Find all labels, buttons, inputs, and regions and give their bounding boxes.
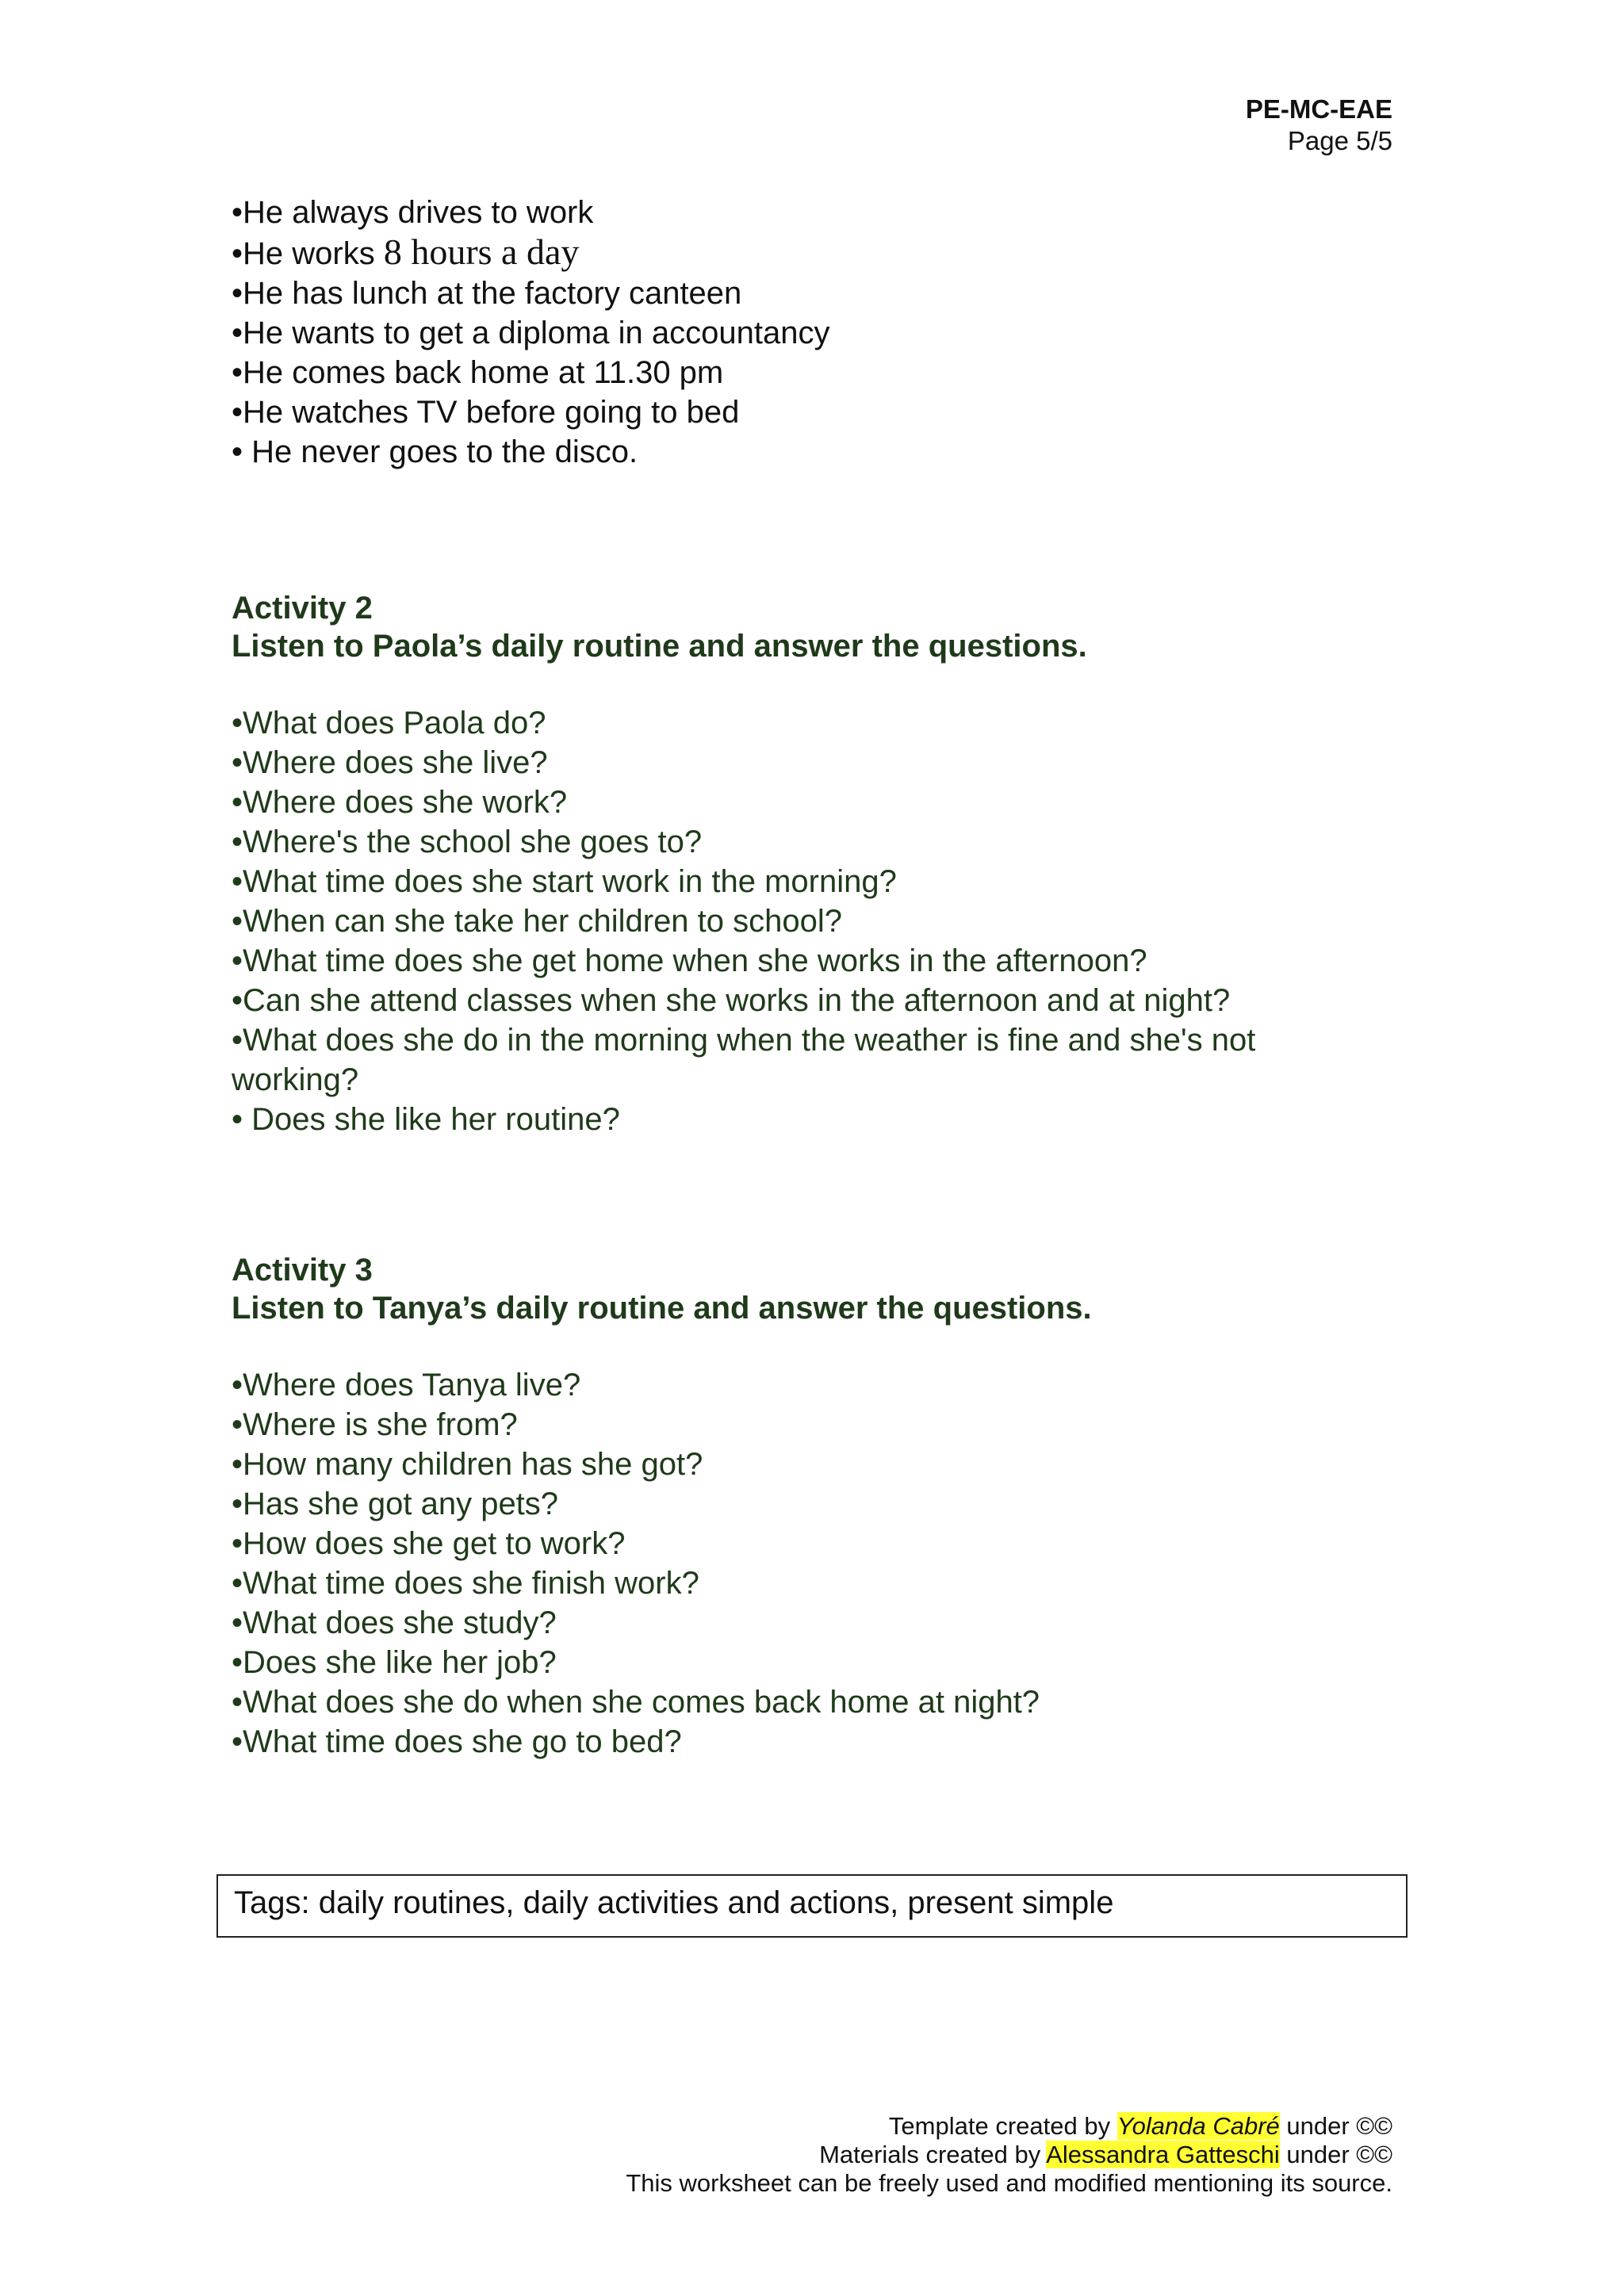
bullet: • — [232, 1447, 243, 1482]
list-item: •He has lunch at the factory canteen — [232, 276, 742, 311]
tags-box — [216, 1874, 1408, 1938]
activity3-heading — [232, 1251, 1092, 1327]
usage-note: This worksheet can be freely used and modified mentioning its source. — [626, 2169, 1392, 2197]
bullet: • — [232, 904, 243, 939]
list-item: •Where does Tanya live? — [232, 1368, 581, 1402]
list-item: •Where's the school she goes to? — [232, 825, 703, 859]
list-item: • He never goes to the disco. — [232, 434, 638, 469]
activity-instruction: Listen to Paola’s daily routine and answer the questions. — [232, 629, 1087, 664]
bullet: • — [232, 195, 243, 230]
materials-author-highlight: Alessandra Gatteschi — [1046, 2141, 1280, 2168]
bullet: • — [232, 745, 243, 780]
bullet: • — [232, 943, 243, 978]
bullet: • — [232, 276, 243, 311]
bullet: • — [232, 864, 243, 899]
list-item: •What time does she start work in the morning? — [232, 864, 897, 899]
activity-title: Activity 3 — [232, 1253, 373, 1288]
document-code: PE-MC-EAE — [1245, 94, 1392, 124]
bullet: • — [232, 1023, 243, 1058]
activity1-statements — [232, 193, 1358, 472]
credits-footer — [626, 2112, 1392, 2198]
bullet: • — [232, 316, 243, 350]
template-author-highlight: Yolanda Cabré — [1116, 2112, 1280, 2140]
tags-text: Tags: daily routines, daily activities and actions, present simple — [234, 1885, 1114, 1920]
list-item: •What does she do when she comes back home at night? — [232, 1685, 1040, 1720]
list-item: • Does she like her routine? — [232, 1102, 620, 1137]
page-header — [1246, 94, 1392, 157]
bullet: • — [232, 1407, 243, 1442]
bullet: • — [232, 1102, 252, 1137]
bullet: • — [232, 236, 243, 271]
materials-credit: Materials created by Alessandra Gatteschi under ©© — [819, 2141, 1392, 2168]
list-item: •What does she study? — [232, 1605, 557, 1640]
list-item: •How does she get to work? — [232, 1526, 626, 1561]
bullet: • — [232, 785, 243, 820]
list-item: •What does Paola do? — [232, 706, 546, 740]
list-item: •He comes back home at 11.30 pm — [232, 355, 724, 390]
bullet: • — [232, 1526, 243, 1561]
bullet: • — [232, 983, 243, 1018]
list-item: •When can she take her children to school? — [232, 904, 843, 939]
list-item: •What time does she get home when she works in the afternoon? — [232, 943, 1147, 978]
bullet: • — [232, 825, 243, 859]
bullet: • — [232, 434, 252, 469]
list-item: •Where does she work? — [232, 785, 568, 820]
bullet: • — [232, 1487, 243, 1521]
bullet: • — [232, 1605, 243, 1640]
bullet: • — [232, 1685, 243, 1720]
list-item: •How many children has she got? — [232, 1447, 703, 1482]
list-item: •Can she attend classes when she works in the afternoon and at night? — [232, 983, 1231, 1018]
bullet: • — [232, 1645, 243, 1680]
template-credit: Template created by Yolanda Cabré under ©© — [888, 2112, 1392, 2140]
activity2-heading — [232, 589, 1087, 665]
list-item: •Does she like her job? — [232, 1645, 557, 1680]
list-item: •What time does she go to bed? — [232, 1724, 682, 1759]
activity3-questions — [232, 1365, 1358, 1762]
bullet: • — [232, 1566, 243, 1601]
list-item: •He works 8 hours a day — [232, 232, 580, 272]
bullet: • — [232, 706, 243, 740]
list-item: •What time does she finish work? — [232, 1566, 699, 1601]
bullet: • — [232, 355, 243, 390]
activity2-questions — [232, 703, 1358, 1139]
list-item: •He always drives to work — [232, 195, 594, 230]
list-item: •Where is she from? — [232, 1407, 518, 1442]
bullet: • — [232, 1368, 243, 1402]
activity-instruction: Listen to Tanya’s daily routine and answer the questions. — [232, 1291, 1092, 1326]
serif-text: 8 hours a day — [383, 232, 580, 272]
list-item: •He watches TV before going to bed — [232, 395, 740, 430]
list-item: •He wants to get a diploma in accountancy — [232, 316, 830, 350]
bullet: • — [232, 1724, 243, 1759]
bullet: • — [232, 395, 243, 430]
activity-title: Activity 2 — [232, 591, 373, 626]
list-item: •What does she do in the morning when the weather is fine and she's not working? — [232, 1023, 1256, 1097]
page-number: Page 5/5 — [1287, 126, 1392, 155]
list-item: •Has she got any pets? — [232, 1487, 559, 1521]
list-item: •Where does she live? — [232, 745, 548, 780]
